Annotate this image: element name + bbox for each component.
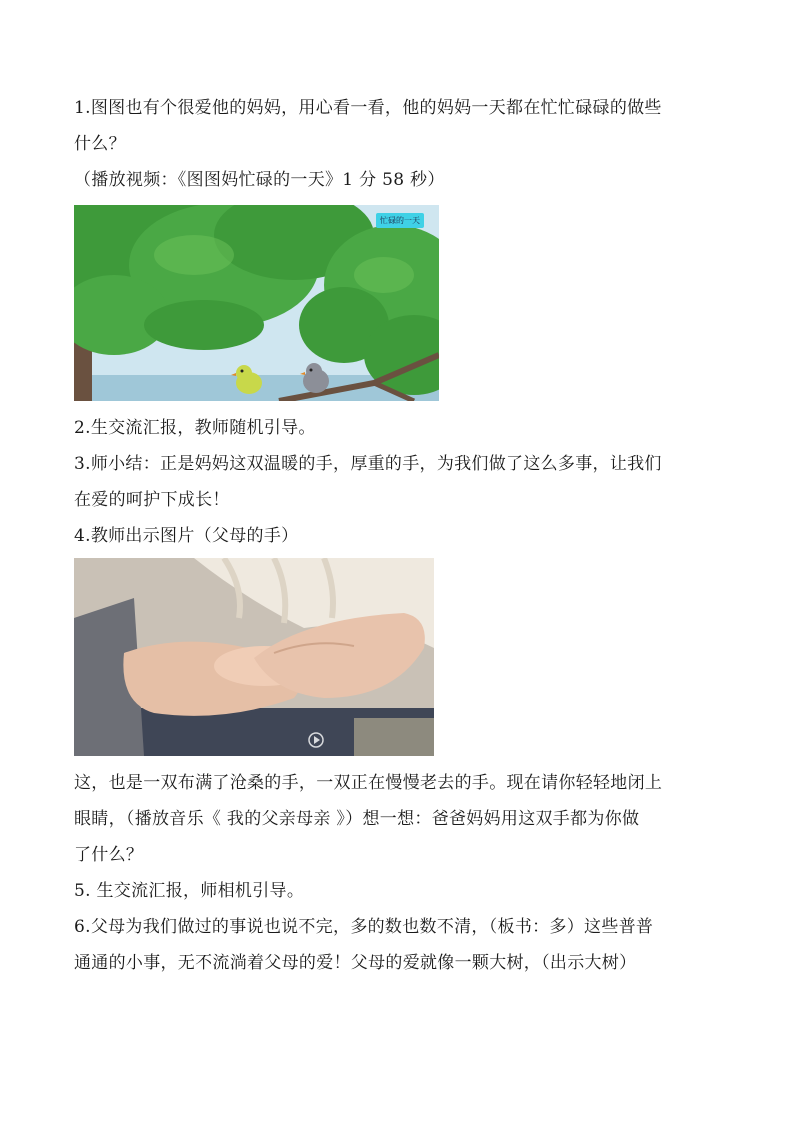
item-5-line-3: 了什么？: [74, 845, 144, 865]
video-caption-line: （播放视频：《图图妈忙碌的一天》1 分 58 秒）: [74, 170, 445, 190]
item-7-line-2: 通通的小事，无不流淌着父母的爱！父母的爱就像一颗大树，（出示大树）: [74, 953, 637, 973]
item-5-line-2: 眼睛，（播放音乐《 我的父亲母亲 》）想一想：爸爸妈妈用这双手都为你做: [74, 809, 640, 829]
item-3-line-2: 在爱的呵护下成长！: [74, 490, 230, 510]
item-4: [74, 518, 724, 554]
video-caption: [74, 162, 724, 198]
item-3: [74, 446, 724, 518]
item-2: [74, 410, 724, 446]
item-1-line-1: 1.图图也有个很爱他的妈妈，用心看一看，他的妈妈一天都在忙忙碌碌的做些: [74, 98, 662, 118]
item-5: [74, 765, 724, 873]
video-frame-illustration: [74, 205, 439, 401]
item-7-line-1: 6.父母为我们做过的事说也说不完，多的数也数不清，（板书：多）这些普普: [74, 917, 654, 937]
item-1-line-2: 什么？: [74, 134, 126, 154]
item-4-line: 4.教师出示图片（父母的手）: [74, 526, 299, 546]
video-frame-image: [74, 205, 439, 401]
item-6-line: 5. 生交流汇报，师相机引导。: [74, 881, 305, 901]
item-5-line-1: 这，也是一双布满了沧桑的手，一双正在慢慢老去的手。现在请你轻轻地闭上: [74, 773, 663, 793]
item-7: [74, 909, 724, 981]
parents-hands-photo: [74, 558, 434, 756]
item-1: [74, 90, 724, 162]
item-6: [74, 873, 724, 909]
item-3-line-1: 3.师小结：正是妈妈这双温暖的手，厚重的手，为我们做了这么多事，让我们: [74, 454, 662, 474]
video-title-badge: 忙碌的一天: [376, 213, 424, 228]
hands-illustration: [74, 558, 434, 756]
item-2-line: 2.生交流汇报，教师随机引导。: [74, 418, 316, 438]
